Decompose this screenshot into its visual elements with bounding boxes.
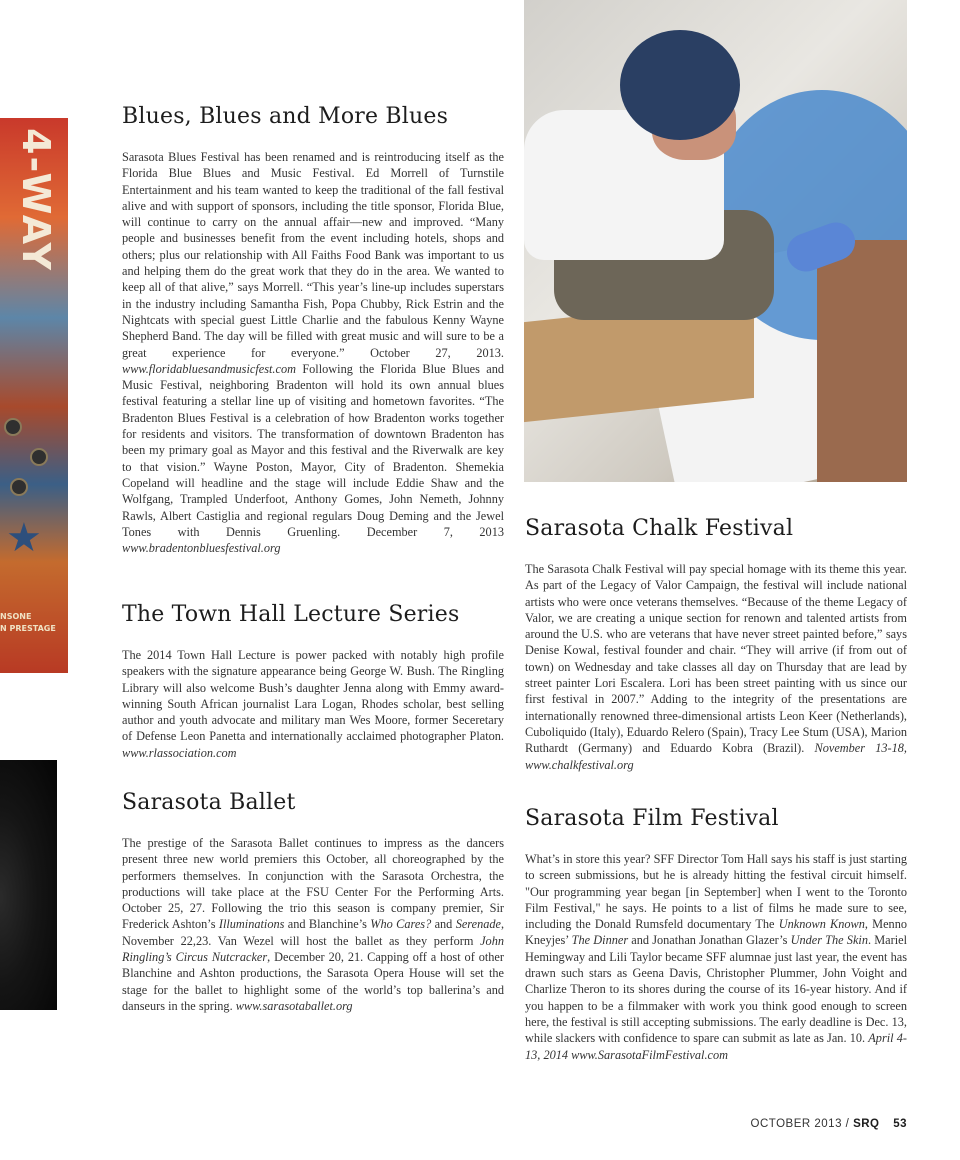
- article-title: Sarasota Ballet: [122, 790, 296, 815]
- article-body: The 2014 Town Hall Lecture is power packed with notably high profile speakers with the signature appearance being George W. Bush. The Ringling Library will also welcome Bush’s daughter Jenna along with Emmy award-winning South African journalist Lara Logan, Rhodes scholar, best selling author and youth advocate and military man Wes Moore, former Seceretary of Defense Leon Panetta and internationally acclaimed photographer Platon. www.rlassociation.com: [122, 648, 504, 760]
- chalk-artist-photo: [524, 0, 907, 482]
- article-body: What’s in store this year? SFF Director Tom Hall says his staff is just starting to screen submissions, but he is already hitting the festival circuit himself. "Our programming year began [in September] when I went to the Toronto Film Festival," he says. He points to a list of films he made sure to see, including the Donald Rumsfeld documentary The Unknown Known, Menno Kneyjes’ The Dinner and Jonathan Jonathan Glazer’s Under The Skin. Mariel Hemingway and Lili Taylor became SFF alumnae just last year, the event has drawn such stars as Geena Davis, Christopher Plummer, John Voight and Charlize Theron to its shores during the course of its 16-year history. And if you happen to be a filmmaker with work you think good enough to screen here, the festival is still accepting submissions. The early deadline is Dec. 13, while slackers with confidence to spare can submit as late as Jan. 10. April 4-13, 2014 www.SarasotaFilmFestival.com: [525, 852, 908, 1062]
- article-title: Blues, Blues and More Blues: [122, 104, 449, 129]
- issue-date: OCTOBER 2013: [750, 1118, 842, 1130]
- article-town-hall: [122, 602, 504, 761]
- magazine-brand: SRQ: [853, 1118, 880, 1130]
- artwork-small-text: NSONE N PRESTAGE: [0, 612, 56, 633]
- article-body: Sarasota Blues Festival has been renamed and is reintroducing itself as the Florida Blue Blues and Music Festival. Ed Morrell of Turnstile Entertainment and his team wanted to keep the traditional of the fall festival alive and with support of sponsors, including the title sponsor, Florida Blue, will continue to carry on the annual affair—new and improved. “Many people and businesses benefit from the event including hotels, shops and others; plus our relationship with All Faiths Food Bank was important to us and helping them do the great work that they do in the area. We wanted to keep all of that alive,” says Morrell. “This year’s line-up includes superstars in the industry including Samantha Fish, Popa Chubby, Rick Estrin and the Nightcats with special guest Little Charlie and the fabulous Kenny Wayne Shepherd Band. The day will be filled with great music and will sure to be a great experience for everyone.” October 27, 2013. www.floridabluesandmusicfest.com Following the Florida Blue Blues and Music Festival, neighboring Bradenton will hold its own annual blues festival featuring a stellar line up of visiting and hometown favorites. “The Bradenton Blues Festival is a celebration of how Bradenton works together for residents and visitors. The transformation of downtown Bradenton has been my primary goal as Mayor and this festival and the Riverwalk are key to that vision.” Wayne Poston, Mayor, City of Bradenton. Shemekia Copeland will headline and the stage will include Eddie Shaw and the Wolfgang, Trampled Underfoot, Anthony Gomes, John Nemeth, Johnny Rawls, Albert Castiglia and regional regulars Doug Deming and the Jewel Tones with Dennis Gruenling. December 7, 2013 www.bradentonbluesfestival.org: [122, 150, 505, 556]
- page-footer: [751, 1118, 907, 1130]
- article-link[interactable]: www.floridabluesandmusicfest.com: [122, 361, 296, 376]
- article-title: Sarasota Chalk Festival: [525, 516, 794, 541]
- article-link[interactable]: www.rlassociation.com: [122, 745, 237, 760]
- footer-separator: /: [845, 1118, 850, 1130]
- article-body: The Sarasota Chalk Festival will pay special homage with its theme this year. As part of the Legacy of Valor Campaign, the festival will include national artists who were once veterans themselves. “Because of the theme Legacy of Valor, we are creating a unique section for renown and talented artists from around the U.S. who are veterans that have never street painted before,” says Denise Kowal, festival founder and chair. “They will arrive (if from out of town) on Wednesday and take classes all day on Thursday that are lead by street painter Lori Escalera. Lori has been street painting with us since our first festival in 2007.” Adding to the integrity of the presentations are internationally renowned three-dimensional artists Leon Keer (Netherlands), Cuboliquido (Italy), Eduardo Relero (Spain), Tracy Lee Stum (USA), Marion Ruthardt (Germany) and Eduardo Kobra (Brazil). November 13-18, www.chalkfestival.org: [525, 562, 907, 772]
- article-link[interactable]: November 13-18, www.chalkfestival.org: [525, 741, 907, 772]
- article-link[interactable]: April 4-13, 2014 www.SarasotaFilmFestival.com: [525, 1031, 907, 1062]
- article-film: [525, 806, 907, 1063]
- article-title: The Town Hall Lecture Series: [122, 602, 460, 627]
- article-chalk: [525, 516, 907, 773]
- article-title: Sarasota Film Festival: [525, 806, 779, 831]
- article-link[interactable]: www.bradentonbluesfestival.org: [122, 541, 281, 556]
- article-body: The prestige of the Sarasota Ballet continues to impress as the dancers present three new world premiers this October, all choreographed by the performers themselves. In conjunction with the Sarasota Orchestra, the productions will take place at the FSU Center For the Performing Arts. October 25, 27. Following the trio this season is company premier, Sir Frederick Ashton’s Illuminations and Blanchine’s Who Cares? and Serenade, November 22,23. Van Wezel will host the ballet as they perform John Ringling’s Circus Nutcracker, December 20, 21. Capping off a host of other Blanchine and Ashton productions, the Sarasota Opera House will set the stage for the ballet to highlight some of the world’s top ballerina’s and danseurs in the spring. www.sarasotaballet.org: [122, 836, 505, 1013]
- article-blues: [122, 104, 504, 556]
- star-icon: ★: [6, 515, 42, 561]
- left-dark-photo: [0, 760, 57, 1010]
- page-number: 53: [893, 1118, 907, 1130]
- article-ballet: [122, 790, 504, 1014]
- left-artwork-image: [0, 118, 68, 673]
- artwork-lettering: 4-WAY: [14, 128, 58, 273]
- article-link[interactable]: www.sarasotaballet.org: [235, 998, 353, 1013]
